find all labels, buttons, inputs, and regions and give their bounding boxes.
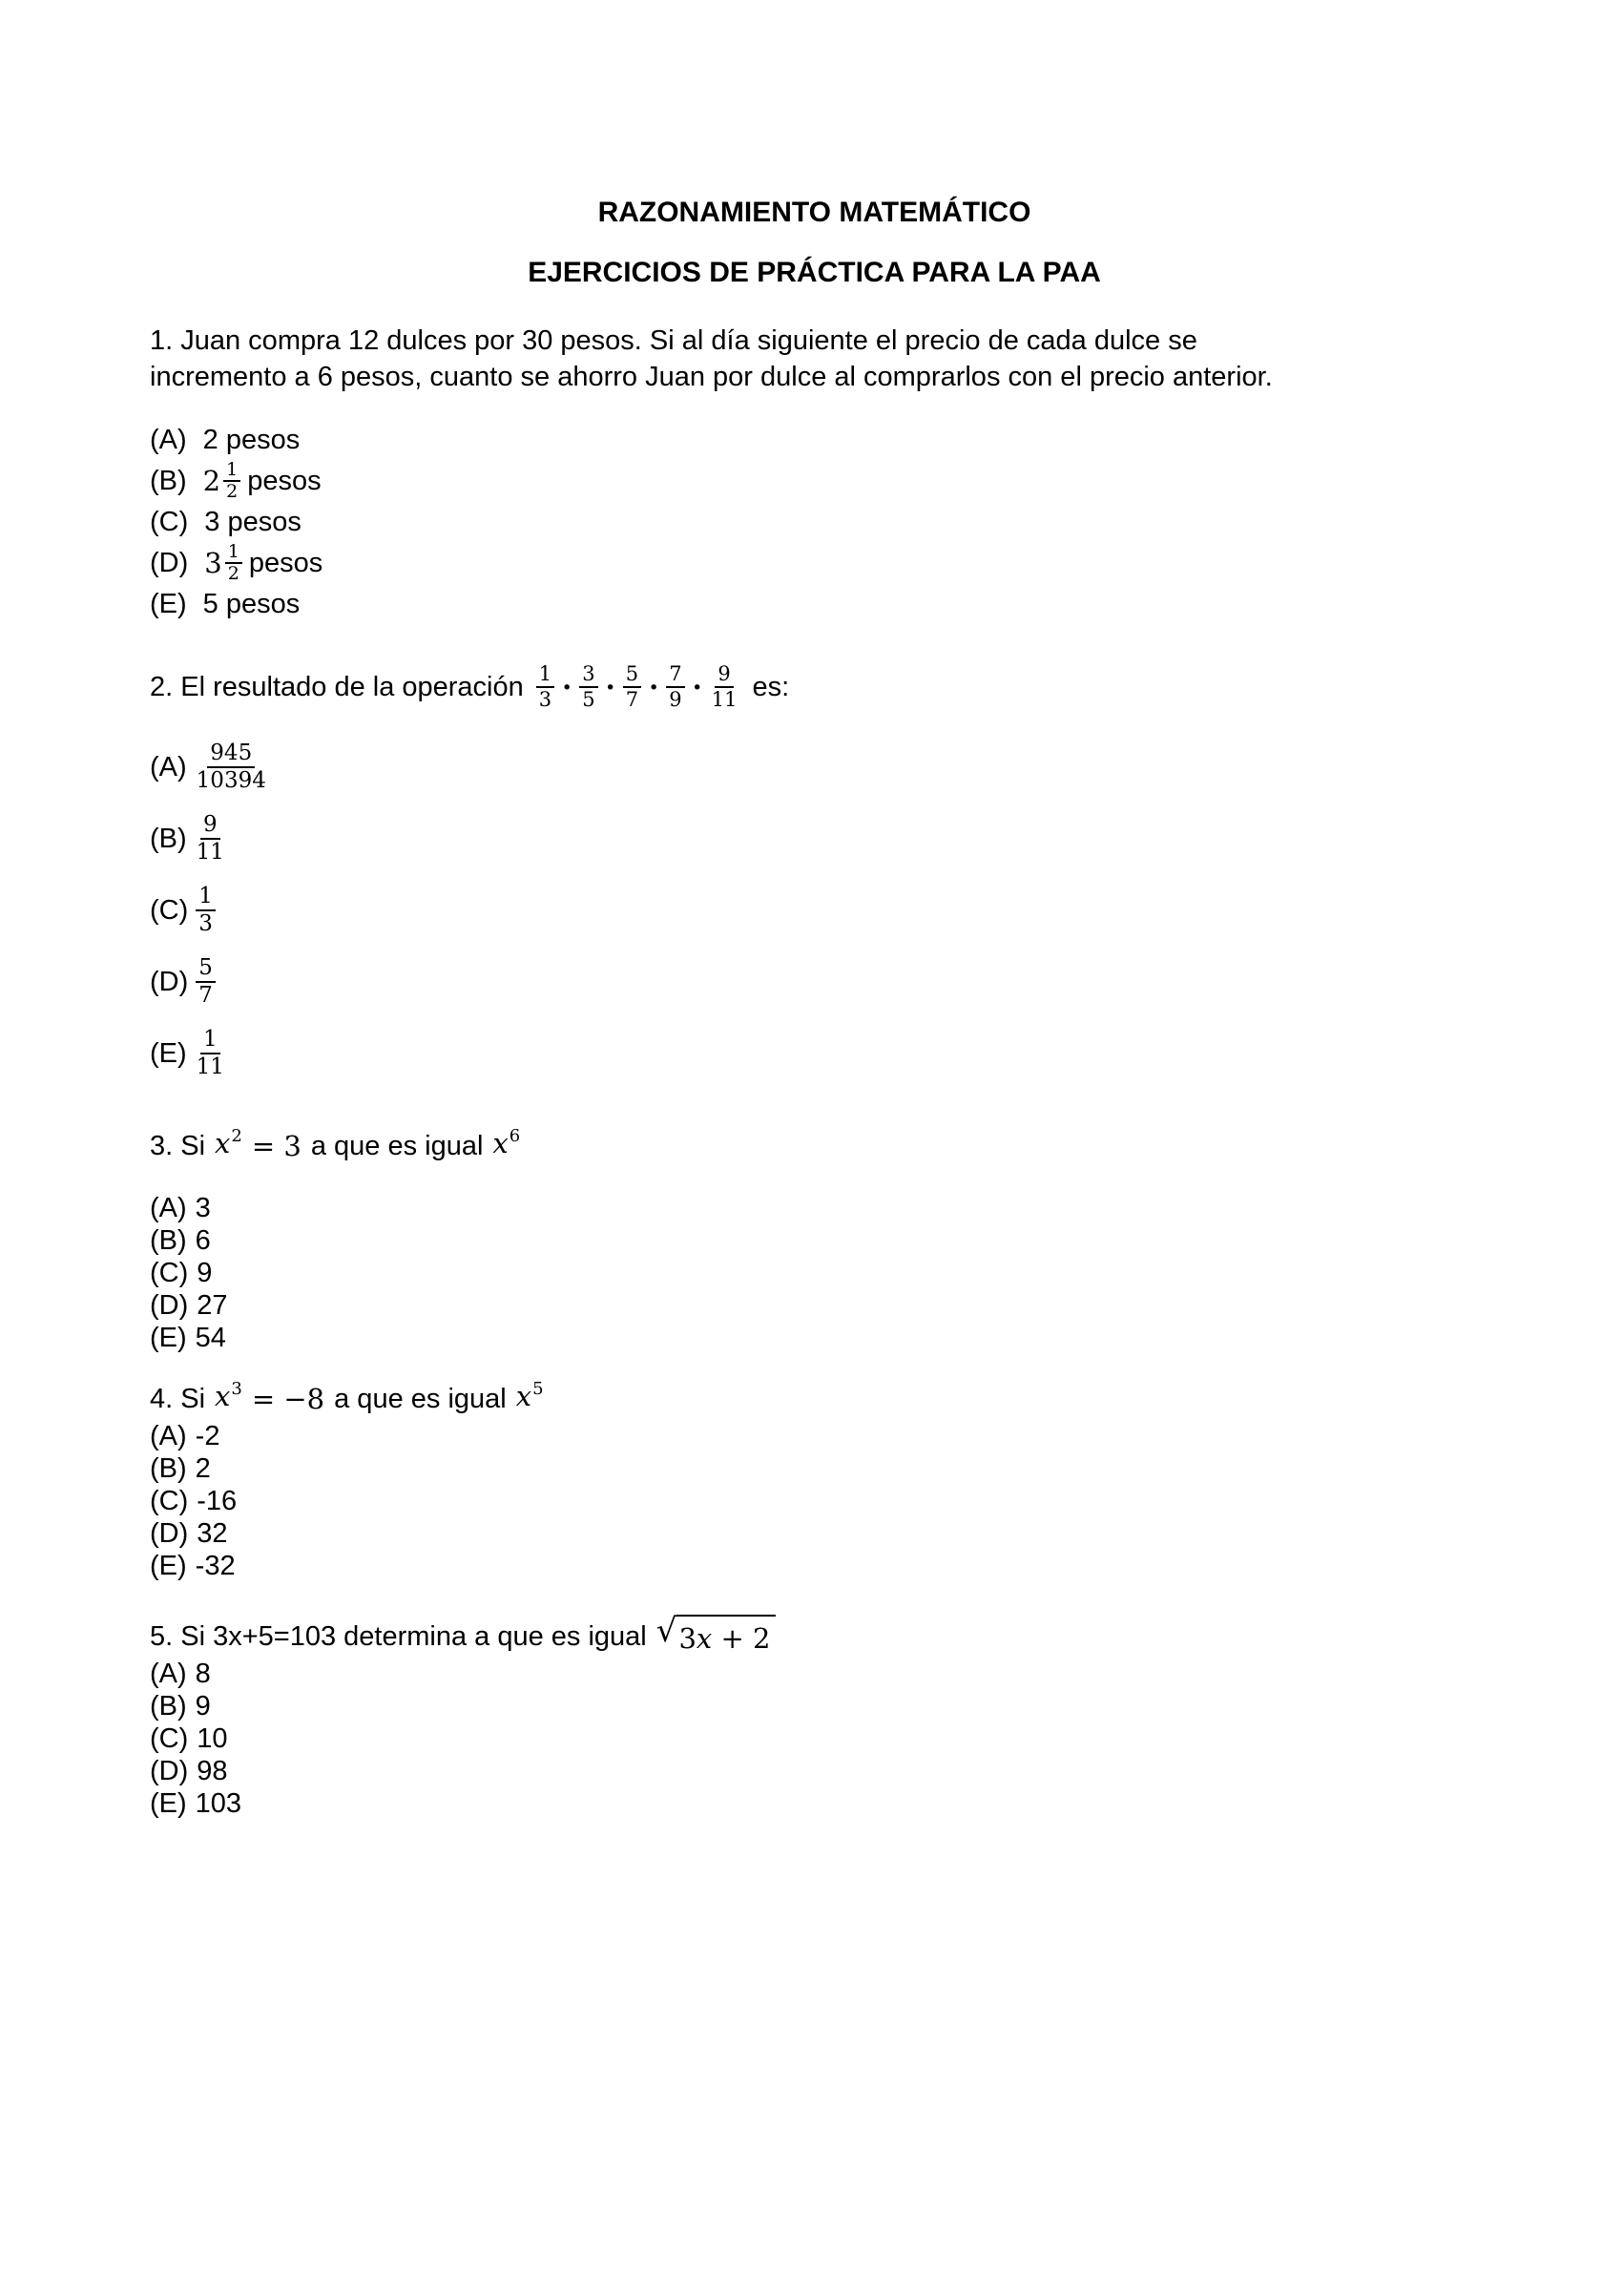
option-label: (C) <box>150 1258 189 1288</box>
fraction-denominator: 5 <box>582 688 595 711</box>
option-label: (A) <box>150 424 187 455</box>
option-label: (D) <box>150 966 189 997</box>
fraction-numerator: 9 <box>715 662 733 688</box>
multiplication-dot: · <box>649 671 659 703</box>
option-value: 54 <box>195 1323 226 1353</box>
fraction-denominator: 10394 <box>196 768 266 793</box>
square-root-expression <box>655 1612 777 1658</box>
radicand <box>676 1615 776 1658</box>
math-term <box>492 1124 520 1167</box>
option-value: 8 <box>195 1659 211 1689</box>
stem-text: 4. Si <box>150 1383 206 1414</box>
option-label: (B) <box>150 823 187 854</box>
radical-sign: √ <box>655 1612 677 1650</box>
option-a <box>150 1658 1479 1690</box>
option-value: 32 <box>197 1518 228 1549</box>
option-c <box>150 1485 1479 1517</box>
option-value: 9 <box>197 1258 213 1288</box>
option-value: -16 <box>197 1486 238 1516</box>
option-e <box>150 1322 1479 1354</box>
option-value: 9 <box>195 1691 211 1722</box>
question-3-stem <box>150 1124 1479 1167</box>
stem-text: a que es igual <box>310 1130 484 1161</box>
fraction-product <box>536 662 739 712</box>
option-value: -32 <box>195 1551 236 1581</box>
fraction-numerator: 1 <box>536 662 554 688</box>
option-d <box>150 1517 1479 1550</box>
option-c <box>150 504 1479 540</box>
question-2-stem <box>150 662 1479 712</box>
option-value: 10 <box>197 1723 228 1754</box>
fraction <box>196 955 216 1009</box>
fraction-numerator: 3 <box>579 662 597 688</box>
option-b <box>150 1452 1479 1485</box>
option-label: (B) <box>150 465 187 496</box>
option-value: 27 <box>197 1290 228 1321</box>
question-2-options <box>150 741 1479 1080</box>
math-term <box>516 1377 544 1420</box>
stem-text: 5. Si 3x+5=103 determina a que es igual <box>150 1620 647 1652</box>
fraction-denominator: 2 <box>226 481 239 502</box>
option-label: (D) <box>150 547 189 578</box>
option-label: (B) <box>150 1225 187 1256</box>
math-term <box>215 1124 242 1167</box>
option-e <box>150 1787 1479 1820</box>
option-label: (A) <box>150 1659 187 1689</box>
question-4 <box>150 1377 1479 1582</box>
option-value: 2 pesos <box>202 424 301 455</box>
option-e <box>150 1027 1479 1080</box>
stem-line: 1. Juan compra 12 dulces por 30 pesos. Si al día siguiente el precio de cada dulce se <box>150 325 1197 356</box>
option-label: (C) <box>150 1486 189 1516</box>
fraction-numerator: 1 <box>225 542 242 564</box>
math-rest: + 2 <box>712 1622 771 1655</box>
question-3-options <box>150 1192 1479 1354</box>
multiplication-dot: · <box>605 671 615 703</box>
stem-line: incremento a 6 pesos, cuanto se ahorro Juan por dulce al comprarlos con el precio anterior. <box>150 362 1273 392</box>
doc-title: RAZONAMIENTO MATEMÁTICO <box>597 197 1031 228</box>
question-4-options <box>150 1420 1479 1582</box>
option-label: (B) <box>150 1453 187 1484</box>
option-a <box>150 1420 1479 1452</box>
fraction <box>623 662 641 712</box>
option-value: 103 <box>195 1788 242 1819</box>
option-d <box>150 1289 1479 1322</box>
option-label: (E) <box>150 1037 187 1069</box>
fraction <box>195 741 268 794</box>
question-5-options <box>150 1658 1479 1820</box>
fraction-denominator: 9 <box>669 688 682 711</box>
fraction-numerator: 1 <box>196 884 216 911</box>
math-exponent: 3 <box>231 1379 242 1399</box>
option-label: (D) <box>150 1290 189 1321</box>
math-variable: x <box>492 1127 509 1159</box>
fraction-denominator: 7 <box>198 983 213 1008</box>
fraction <box>195 1027 226 1080</box>
math-exponent: 5 <box>532 1379 544 1399</box>
option-value: 98 <box>197 1756 228 1786</box>
option-d <box>150 1755 1479 1787</box>
mixed-number-whole: 2 <box>202 465 221 497</box>
fraction <box>710 662 739 712</box>
option-e <box>150 1550 1479 1582</box>
fraction <box>666 662 684 712</box>
option-b <box>150 1224 1479 1257</box>
stem-text: es: <box>752 671 790 702</box>
math-coefficient: 3 <box>678 1622 697 1655</box>
option-label: (C) <box>150 1723 189 1754</box>
option-label: (A) <box>150 1421 187 1451</box>
option-label: (E) <box>150 1788 187 1819</box>
fraction-denominator: 3 <box>198 911 213 936</box>
option-label: (A) <box>150 1193 187 1223</box>
question-3 <box>150 1124 1479 1354</box>
fraction <box>195 812 226 866</box>
fraction-denominator: 3 <box>538 688 552 711</box>
option-label: (A) <box>150 751 187 783</box>
option-c <box>150 884 1479 937</box>
option-value: 3 pesos <box>204 506 302 537</box>
option-value: 6 <box>195 1225 211 1256</box>
question-1-options <box>150 422 1479 622</box>
option-label: (C) <box>150 894 189 926</box>
question-4-stem <box>150 1377 1479 1420</box>
math-term <box>215 1377 242 1420</box>
fraction-numerator: 1 <box>223 460 240 482</box>
multiplication-dot: · <box>692 671 702 703</box>
fraction <box>223 460 240 502</box>
fraction <box>536 662 554 712</box>
fraction-numerator: 1 <box>200 1027 220 1054</box>
math-variable: x <box>215 1380 231 1412</box>
option-b <box>150 458 1479 504</box>
mixed-number-whole: 3 <box>204 547 222 579</box>
multiplication-dot: · <box>562 671 572 703</box>
fraction-numerator: 9 <box>200 812 220 840</box>
option-value: -2 <box>195 1421 220 1451</box>
option-value: pesos <box>248 547 323 578</box>
fraction <box>579 662 597 712</box>
option-value: 5 pesos <box>202 588 301 619</box>
option-b <box>150 812 1479 866</box>
option-label: (E) <box>150 1551 187 1581</box>
question-5-stem <box>150 1612 1479 1658</box>
math-equation: = −8 <box>251 1382 325 1415</box>
math-exponent: 6 <box>509 1126 521 1146</box>
option-c <box>150 1257 1479 1289</box>
fraction-denominator: 11 <box>196 1054 224 1079</box>
option-a <box>150 1192 1479 1224</box>
question-1 <box>150 323 1479 622</box>
option-value: 2 <box>195 1453 211 1484</box>
math-variable: x <box>215 1127 231 1159</box>
doc-subtitle: EJERCICIOS DE PRÁCTICA PARA LA PAA <box>528 257 1101 288</box>
option-label: (C) <box>150 506 189 537</box>
fraction-numerator: 7 <box>666 662 684 688</box>
option-label: (D) <box>150 1756 189 1786</box>
stem-text: 3. Si <box>150 1130 206 1161</box>
option-d <box>150 955 1479 1009</box>
option-value: 3 <box>195 1193 211 1223</box>
math-equation: = 3 <box>251 1129 302 1162</box>
option-c <box>150 1722 1479 1755</box>
option-a <box>150 741 1479 794</box>
math-variable: x <box>515 1380 532 1412</box>
option-value: pesos <box>247 465 322 496</box>
option-d <box>150 540 1479 586</box>
fraction-numerator: 5 <box>196 955 216 983</box>
math-exponent: 2 <box>231 1126 242 1146</box>
option-e <box>150 586 1479 622</box>
option-b <box>150 1690 1479 1722</box>
option-a <box>150 422 1479 458</box>
fraction-denominator: 11 <box>711 688 738 711</box>
fraction-denominator: 11 <box>196 840 224 865</box>
fraction-numerator: 945 <box>207 741 255 768</box>
math-variable: x <box>696 1622 713 1655</box>
fraction-denominator: 7 <box>625 688 639 711</box>
option-label: (D) <box>150 1518 189 1549</box>
stem-text: 2. El resultado de la operación <box>150 671 524 702</box>
option-label: (B) <box>150 1691 187 1722</box>
fraction <box>225 542 242 584</box>
option-label: (E) <box>150 1323 187 1353</box>
fraction-numerator: 5 <box>623 662 641 688</box>
option-label: (E) <box>150 588 187 619</box>
question-5 <box>150 1612 1479 1820</box>
stem-text: a que es igual <box>334 1383 507 1414</box>
question-2 <box>150 662 1479 1080</box>
fraction-denominator: 2 <box>227 563 239 584</box>
question-1-stem <box>150 323 1479 395</box>
fraction <box>196 884 216 937</box>
